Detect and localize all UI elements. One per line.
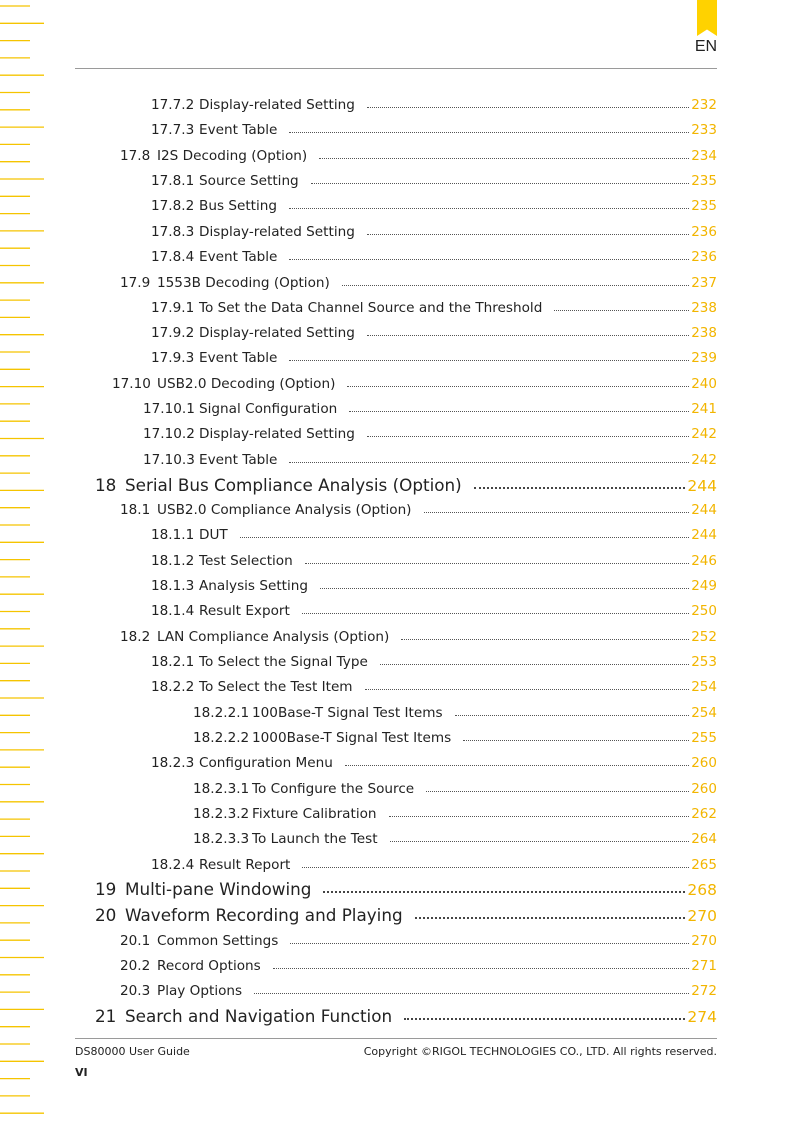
toc-entry-number: 18.1.2 xyxy=(151,553,195,569)
toc-entry-number: 18.1 xyxy=(120,502,151,518)
toc-dot-leader xyxy=(289,355,689,361)
toc-entry-title: Event Table xyxy=(199,122,278,138)
toc-entry-page: 252 xyxy=(691,629,717,645)
toc-entry[interactable] xyxy=(112,370,717,392)
toc-dot-leader xyxy=(455,710,690,716)
toc-entry[interactable] xyxy=(193,724,717,746)
toc-entry-title: 100Base-T Signal Test Items xyxy=(252,705,443,721)
toc-entry-number: 18.2.3 xyxy=(151,755,195,771)
footer-rule xyxy=(75,1038,717,1039)
toc-entry-title: Serial Bus Compliance Analysis (Option) xyxy=(125,475,462,495)
toc-entry-title: Source Setting xyxy=(199,173,299,189)
toc-entry-page: 242 xyxy=(691,426,717,442)
toc-entry-title: 1000Base-T Signal Test Items xyxy=(252,730,452,746)
toc-entry-title: To Launch the Test xyxy=(252,831,378,847)
toc-entry-number: 18.2.2 xyxy=(151,679,195,695)
toc-dot-leader xyxy=(240,532,689,538)
toc-dot-leader xyxy=(273,963,689,969)
toc-entry-title: Bus Setting xyxy=(199,198,278,214)
toc-entry-number: 21 xyxy=(95,1006,117,1026)
toc-dot-leader xyxy=(323,886,685,893)
toc-entry-title: Waveform Recording and Playing xyxy=(125,905,403,925)
toc-entry-title: USB2.0 Decoding (Option) xyxy=(157,376,336,392)
toc-dot-leader xyxy=(367,229,689,235)
toc-entry[interactable] xyxy=(193,800,717,822)
toc-entry-page: 241 xyxy=(691,401,717,417)
toc-entry-page: 237 xyxy=(691,275,717,291)
toc-entry-title: Event Table xyxy=(199,249,278,265)
toc-entry-number: 18.1.1 xyxy=(151,527,195,543)
toc-dot-leader xyxy=(367,330,689,336)
toc-entry-number: 17.8.3 xyxy=(151,224,195,240)
toc-entry-page: 234 xyxy=(691,148,717,164)
toc-entry-number: 17.8.4 xyxy=(151,249,195,265)
toc-entry-title: Common Settings xyxy=(157,933,279,949)
toc-entry-title: Signal Configuration xyxy=(199,401,338,417)
toc-dot-leader xyxy=(463,735,689,741)
toc-entry-number: 18.2.3.2 xyxy=(193,806,250,822)
toc-entry-number: 18.2.1 xyxy=(151,654,195,670)
toc-dot-leader xyxy=(367,102,689,108)
toc-entry[interactable] xyxy=(143,395,717,417)
toc-entry[interactable] xyxy=(193,699,717,721)
toc-entry-number: 20.1 xyxy=(120,933,151,949)
toc-entry-number: 17.8 xyxy=(120,148,151,164)
toc-entry-title: Test Selection xyxy=(199,553,293,569)
toc-entry-page: 236 xyxy=(691,224,717,240)
toc-entry-page: 253 xyxy=(691,654,717,670)
toc-entry-title: USB2.0 Compliance Analysis (Option) xyxy=(157,502,412,518)
toc-entry-number: 20.2 xyxy=(120,958,151,974)
toc-entry-number: 17.9 xyxy=(120,275,151,291)
toc-entry-title: Result Export xyxy=(199,603,290,619)
toc-entry-number: 20 xyxy=(95,905,117,925)
toc-entry-number: 18.2.4 xyxy=(151,857,195,873)
toc-dot-leader xyxy=(367,431,689,437)
toc-entry-page: 240 xyxy=(691,376,717,392)
toc-entry-number: 17.9.3 xyxy=(151,350,195,366)
toc-entry-number: 18 xyxy=(95,475,117,495)
toc-entry[interactable] xyxy=(120,952,717,974)
toc-entry-title: Search and Navigation Function xyxy=(125,1006,393,1026)
toc-dot-leader xyxy=(404,1013,685,1020)
toc-entry-title: I2S Decoding (Option) xyxy=(157,148,308,164)
toc-entry-number: 18.1.3 xyxy=(151,578,195,594)
toc-entry-number: 18.2.2.2 xyxy=(193,730,250,746)
toc-dot-leader xyxy=(254,988,689,994)
toc-dot-leader xyxy=(302,862,689,868)
toc-entry-page: 246 xyxy=(691,553,717,569)
toc-entry-title: Display-related Setting xyxy=(199,426,355,442)
toc-entry-page: 239 xyxy=(691,350,717,366)
toc-entry-page: 265 xyxy=(691,857,717,873)
toc-entry-page: 249 xyxy=(691,578,717,594)
toc-entry-title: To Select the Test Item xyxy=(199,679,353,695)
footer-document-title: DS80000 User Guide xyxy=(75,1045,190,1058)
toc-entry[interactable] xyxy=(151,218,717,240)
toc-entry[interactable] xyxy=(95,875,717,899)
toc-dot-leader xyxy=(554,305,689,311)
toc-entry-page: 255 xyxy=(691,730,717,746)
toc-entry[interactable] xyxy=(120,927,717,949)
toc-entry[interactable] xyxy=(151,673,717,695)
toc-entry-title: Fixture Calibration xyxy=(252,806,377,822)
toc-dot-leader xyxy=(380,659,689,665)
toc-entry-page: 264 xyxy=(691,831,717,847)
toc-entry-title: Event Table xyxy=(199,452,278,468)
toc-dot-leader xyxy=(426,786,689,792)
toc-dot-leader xyxy=(319,153,689,159)
toc-entry[interactable] xyxy=(151,344,717,366)
toc-dot-leader xyxy=(390,836,690,842)
language-tab-label: EN xyxy=(694,38,718,55)
toc-entry-title: 1553B Decoding (Option) xyxy=(157,275,330,291)
toc-entry-number: 17.9.2 xyxy=(151,325,195,341)
toc-entry-page: 274 xyxy=(687,1008,717,1026)
toc-entry-title: Play Options xyxy=(157,983,243,999)
toc-entry[interactable] xyxy=(120,977,717,999)
toc-entry-number: 17.7.3 xyxy=(151,122,195,138)
footer-copyright: Copyright ©RIGOL TECHNOLOGIES CO., LTD. All rights reserved. xyxy=(363,1045,717,1058)
toc-entry-page: 260 xyxy=(691,781,717,797)
page-number: VI xyxy=(75,1066,88,1079)
toc-entry[interactable] xyxy=(151,851,717,873)
toc-entry-page: 271 xyxy=(691,958,717,974)
toc-entry[interactable] xyxy=(120,623,717,645)
toc-entry-page: 262 xyxy=(691,806,717,822)
toc-entry-title: To Configure the Source xyxy=(252,781,415,797)
toc-entry-title: To Set the Data Channel Source and the Threshold xyxy=(199,300,543,316)
toc-dot-leader xyxy=(311,178,690,184)
toc-dot-leader xyxy=(345,760,689,766)
toc-entry[interactable] xyxy=(151,597,717,619)
toc-dot-leader xyxy=(365,684,690,690)
toc-entry[interactable] xyxy=(95,901,717,925)
toc-entry[interactable] xyxy=(95,471,717,495)
toc-dot-leader xyxy=(289,203,689,209)
toc-entry-page: 235 xyxy=(691,173,717,189)
toc-entry-page: 260 xyxy=(691,755,717,771)
toc-entry-page: 254 xyxy=(691,705,717,721)
toc-entry-number: 18.2 xyxy=(120,629,151,645)
toc-entry-page: 244 xyxy=(687,477,717,495)
toc-entry-page: 232 xyxy=(691,97,717,113)
toc-entry-number: 17.10 xyxy=(112,376,151,392)
toc-entry-number: 17.10.2 xyxy=(143,426,195,442)
toc-entry-number: 17.8.1 xyxy=(151,173,195,189)
toc-entry[interactable] xyxy=(151,294,717,316)
toc-dot-leader xyxy=(342,280,689,286)
toc-entry-title: Display-related Setting xyxy=(199,224,355,240)
toc-entry-page: 244 xyxy=(691,502,717,518)
toc-dot-leader xyxy=(349,406,689,412)
toc-entry[interactable] xyxy=(151,192,717,214)
toc-dot-leader xyxy=(320,583,689,589)
toc-entry[interactable] xyxy=(151,243,717,265)
toc-dot-leader xyxy=(474,482,686,489)
toc-entry[interactable] xyxy=(151,572,717,594)
toc-dot-leader xyxy=(289,127,689,133)
toc-entry[interactable] xyxy=(95,1002,717,1026)
toc-entry[interactable] xyxy=(151,319,717,341)
toc-entry[interactable] xyxy=(151,749,717,771)
toc-entry-number: 18.1.4 xyxy=(151,603,195,619)
toc-dot-leader xyxy=(415,912,686,919)
toc-entry-number: 17.7.2 xyxy=(151,97,195,113)
toc-entry-number: 18.2.2.1 xyxy=(193,705,250,721)
toc-entry-title: Result Report xyxy=(199,857,291,873)
toc-entry-title: DUT xyxy=(199,527,228,543)
toc-entry[interactable] xyxy=(120,269,717,291)
toc-entry[interactable] xyxy=(193,775,717,797)
toc-entry-title: Event Table xyxy=(199,350,278,366)
toc-entry-number: 17.8.2 xyxy=(151,198,195,214)
toc-entry-page: 250 xyxy=(691,603,717,619)
toc-entry-number: 17.9.1 xyxy=(151,300,195,316)
toc-entry-title: Configuration Menu xyxy=(199,755,333,771)
toc-entry-page: 268 xyxy=(687,881,717,899)
toc-entry-page: 233 xyxy=(691,122,717,138)
toc-entry[interactable] xyxy=(151,167,717,189)
toc-entry[interactable] xyxy=(193,825,717,847)
toc-entry-number: 19 xyxy=(95,879,117,899)
toc-entry[interactable] xyxy=(120,496,717,518)
toc-entry-page: 272 xyxy=(691,983,717,999)
toc-dot-leader xyxy=(401,634,689,640)
toc-entry-number: 17.10.3 xyxy=(143,452,195,468)
toc-entry-page: 235 xyxy=(691,198,717,214)
toc-dot-leader xyxy=(424,507,690,513)
toc-entry[interactable] xyxy=(151,521,717,543)
toc-entry-page: 270 xyxy=(687,907,717,925)
toc-entry-page: 254 xyxy=(691,679,717,695)
toc-dot-leader xyxy=(305,558,689,564)
toc-entry-title: Analysis Setting xyxy=(199,578,309,594)
toc-dot-leader xyxy=(290,938,689,944)
toc-entry-page: 244 xyxy=(691,527,717,543)
toc-entry-page: 236 xyxy=(691,249,717,265)
toc-entry-title: To Select the Signal Type xyxy=(199,654,368,670)
toc-entry[interactable] xyxy=(151,116,717,138)
toc-entry-title: Multi-pane Windowing xyxy=(125,879,312,899)
toc-entry-page: 270 xyxy=(691,933,717,949)
toc-entry-number: 18.2.3.1 xyxy=(193,781,250,797)
toc-dot-leader xyxy=(389,811,690,817)
toc-entry-title: Record Options xyxy=(157,958,261,974)
toc-dot-leader xyxy=(302,608,689,614)
toc-entry-number: 18.2.3.3 xyxy=(193,831,250,847)
toc-dot-leader xyxy=(347,381,689,387)
toc-dot-leader xyxy=(289,457,689,463)
toc-entry[interactable] xyxy=(143,420,717,442)
toc-entry-number: 17.10.1 xyxy=(143,401,195,417)
toc-entry-page: 238 xyxy=(691,325,717,341)
toc-entry[interactable] xyxy=(143,446,717,468)
toc-entry-title: LAN Compliance Analysis (Option) xyxy=(157,629,390,645)
toc-entry-page: 238 xyxy=(691,300,717,316)
toc-entry[interactable] xyxy=(151,547,717,569)
toc-entry[interactable] xyxy=(151,648,717,670)
toc-entry-page: 242 xyxy=(691,452,717,468)
toc-entry-number: 20.3 xyxy=(120,983,151,999)
toc-dot-leader xyxy=(289,254,689,260)
toc-entry[interactable] xyxy=(151,91,717,113)
toc-entry-title: Display-related Setting xyxy=(199,325,355,341)
toc-entry[interactable] xyxy=(120,142,717,164)
toc-entry-title: Display-related Setting xyxy=(199,97,355,113)
